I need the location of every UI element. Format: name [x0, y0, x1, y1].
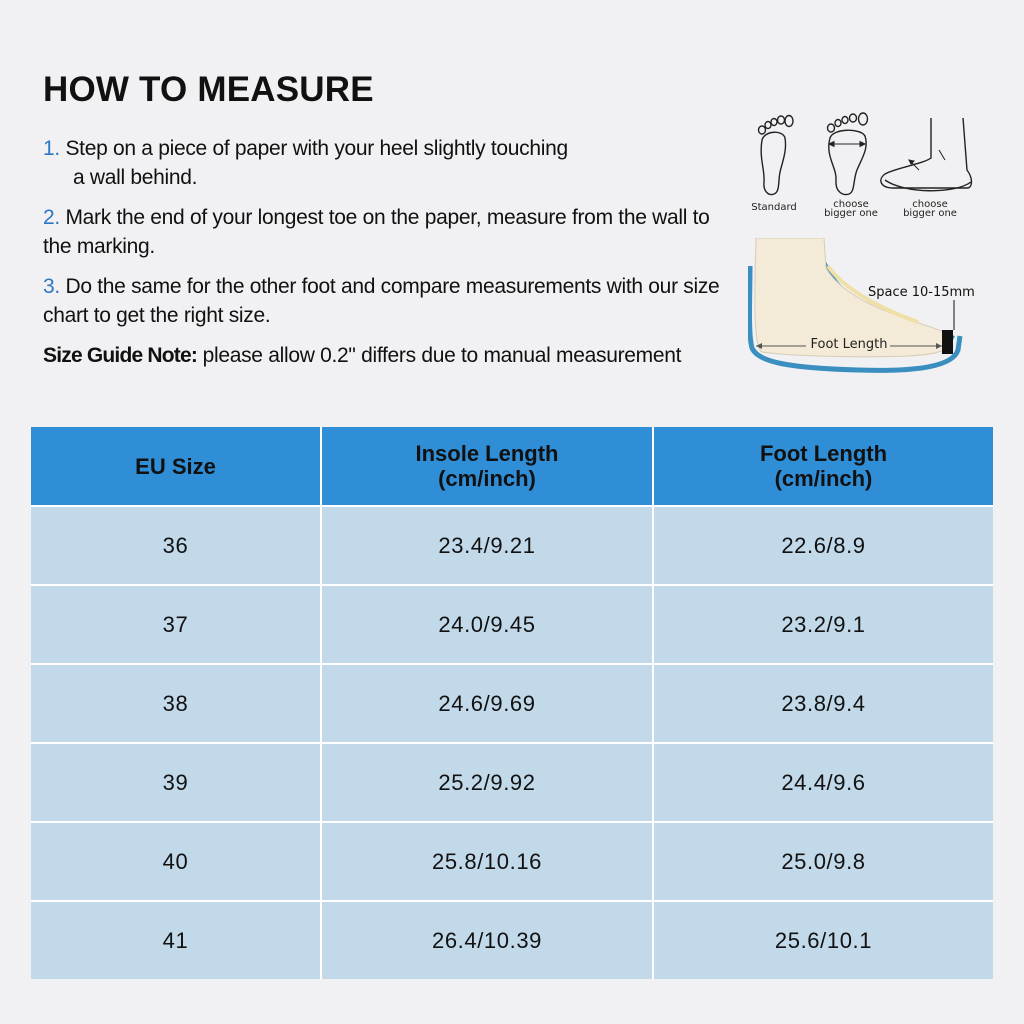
page-title: HOW TO MEASURE: [43, 70, 374, 109]
step-number: 2.: [43, 206, 60, 229]
step-number: 3.: [43, 275, 60, 298]
standard-foot-icon: [761, 132, 785, 194]
cell-eu-size: 36: [31, 506, 321, 585]
table-row: [31, 506, 993, 585]
cell-insole-length: 24.6/9.69: [321, 664, 653, 743]
foot-types-illustration: [745, 108, 985, 228]
header-line: EU Size: [135, 453, 216, 479]
cell-eu-size: 37: [31, 585, 321, 664]
wide-foot-icon: [829, 130, 866, 194]
foot-length-illustration: [748, 238, 978, 378]
foot-length-caption: Foot Length: [810, 337, 888, 352]
instructions: [43, 134, 733, 381]
step-number: 1.: [43, 137, 60, 160]
cell-foot-length: 25.0/9.8: [653, 822, 993, 901]
step-text: Mark the end of your longest toe on the paper, measure from the wall to the marking.: [43, 206, 710, 258]
cell-insole-length: 26.4/10.39: [321, 901, 653, 979]
cell-insole-length: 23.4/9.21: [321, 506, 653, 585]
step-3: [43, 272, 733, 330]
foot-outline-icons: [745, 108, 985, 208]
step-text: Step on a piece of paper with your heel slightly touching: [65, 137, 568, 160]
note-label: Size Guide Note:: [43, 344, 198, 367]
step-1: [43, 134, 733, 192]
table-row: [31, 743, 993, 822]
table-row: [31, 664, 993, 743]
table-row: [31, 585, 993, 664]
size-chart-table: [31, 427, 993, 979]
standard-caption: Standard: [751, 202, 797, 213]
header-unit: (cm/inch): [774, 466, 873, 491]
cell-foot-length: 24.4/9.6: [653, 743, 993, 822]
side-foot-icon: [881, 118, 972, 188]
header-line: Foot Length: [759, 441, 888, 466]
space-marker: [942, 330, 953, 354]
header-line: Insole Length: [415, 441, 559, 466]
caption-line: bigger one: [824, 208, 878, 219]
space-caption: Space 10-15mm: [868, 285, 975, 300]
cell-insole-length: 25.8/10.16: [321, 822, 653, 901]
table-row: [31, 901, 993, 979]
header-insole-length: [321, 427, 653, 506]
caption-line: choose: [912, 199, 948, 210]
cell-foot-length: 22.6/8.9: [653, 506, 993, 585]
caption-line: bigger one: [903, 208, 957, 219]
cell-insole-length: 24.0/9.45: [321, 585, 653, 664]
cell-insole-length: 25.2/9.92: [321, 743, 653, 822]
choose-caption-1: [821, 200, 881, 218]
step-text-continued: a wall behind.: [73, 166, 198, 189]
table-header-row: [31, 427, 993, 506]
cell-eu-size: 40: [31, 822, 321, 901]
header-foot-length: [653, 427, 993, 506]
cell-foot-length: 23.2/9.1: [653, 585, 993, 664]
step-2: [43, 203, 733, 261]
cell-eu-size: 41: [31, 901, 321, 979]
caption-line: choose: [833, 199, 869, 210]
size-guide-note: [43, 341, 733, 370]
step-text: Do the same for the other foot and compare measurements with our size chart to get the right size.: [43, 275, 720, 327]
header-eu-size: [31, 427, 321, 506]
note-text: please allow 0.2" differs due to manual measurement: [197, 344, 682, 367]
cell-foot-length: 25.6/10.1: [653, 901, 993, 979]
table-row: [31, 822, 993, 901]
choose-caption-2: [900, 200, 960, 218]
cell-eu-size: 39: [31, 743, 321, 822]
cell-eu-size: 38: [31, 664, 321, 743]
cell-foot-length: 23.8/9.4: [653, 664, 993, 743]
header-unit: (cm/inch): [438, 466, 536, 491]
shoe-side-icon: [748, 238, 978, 378]
